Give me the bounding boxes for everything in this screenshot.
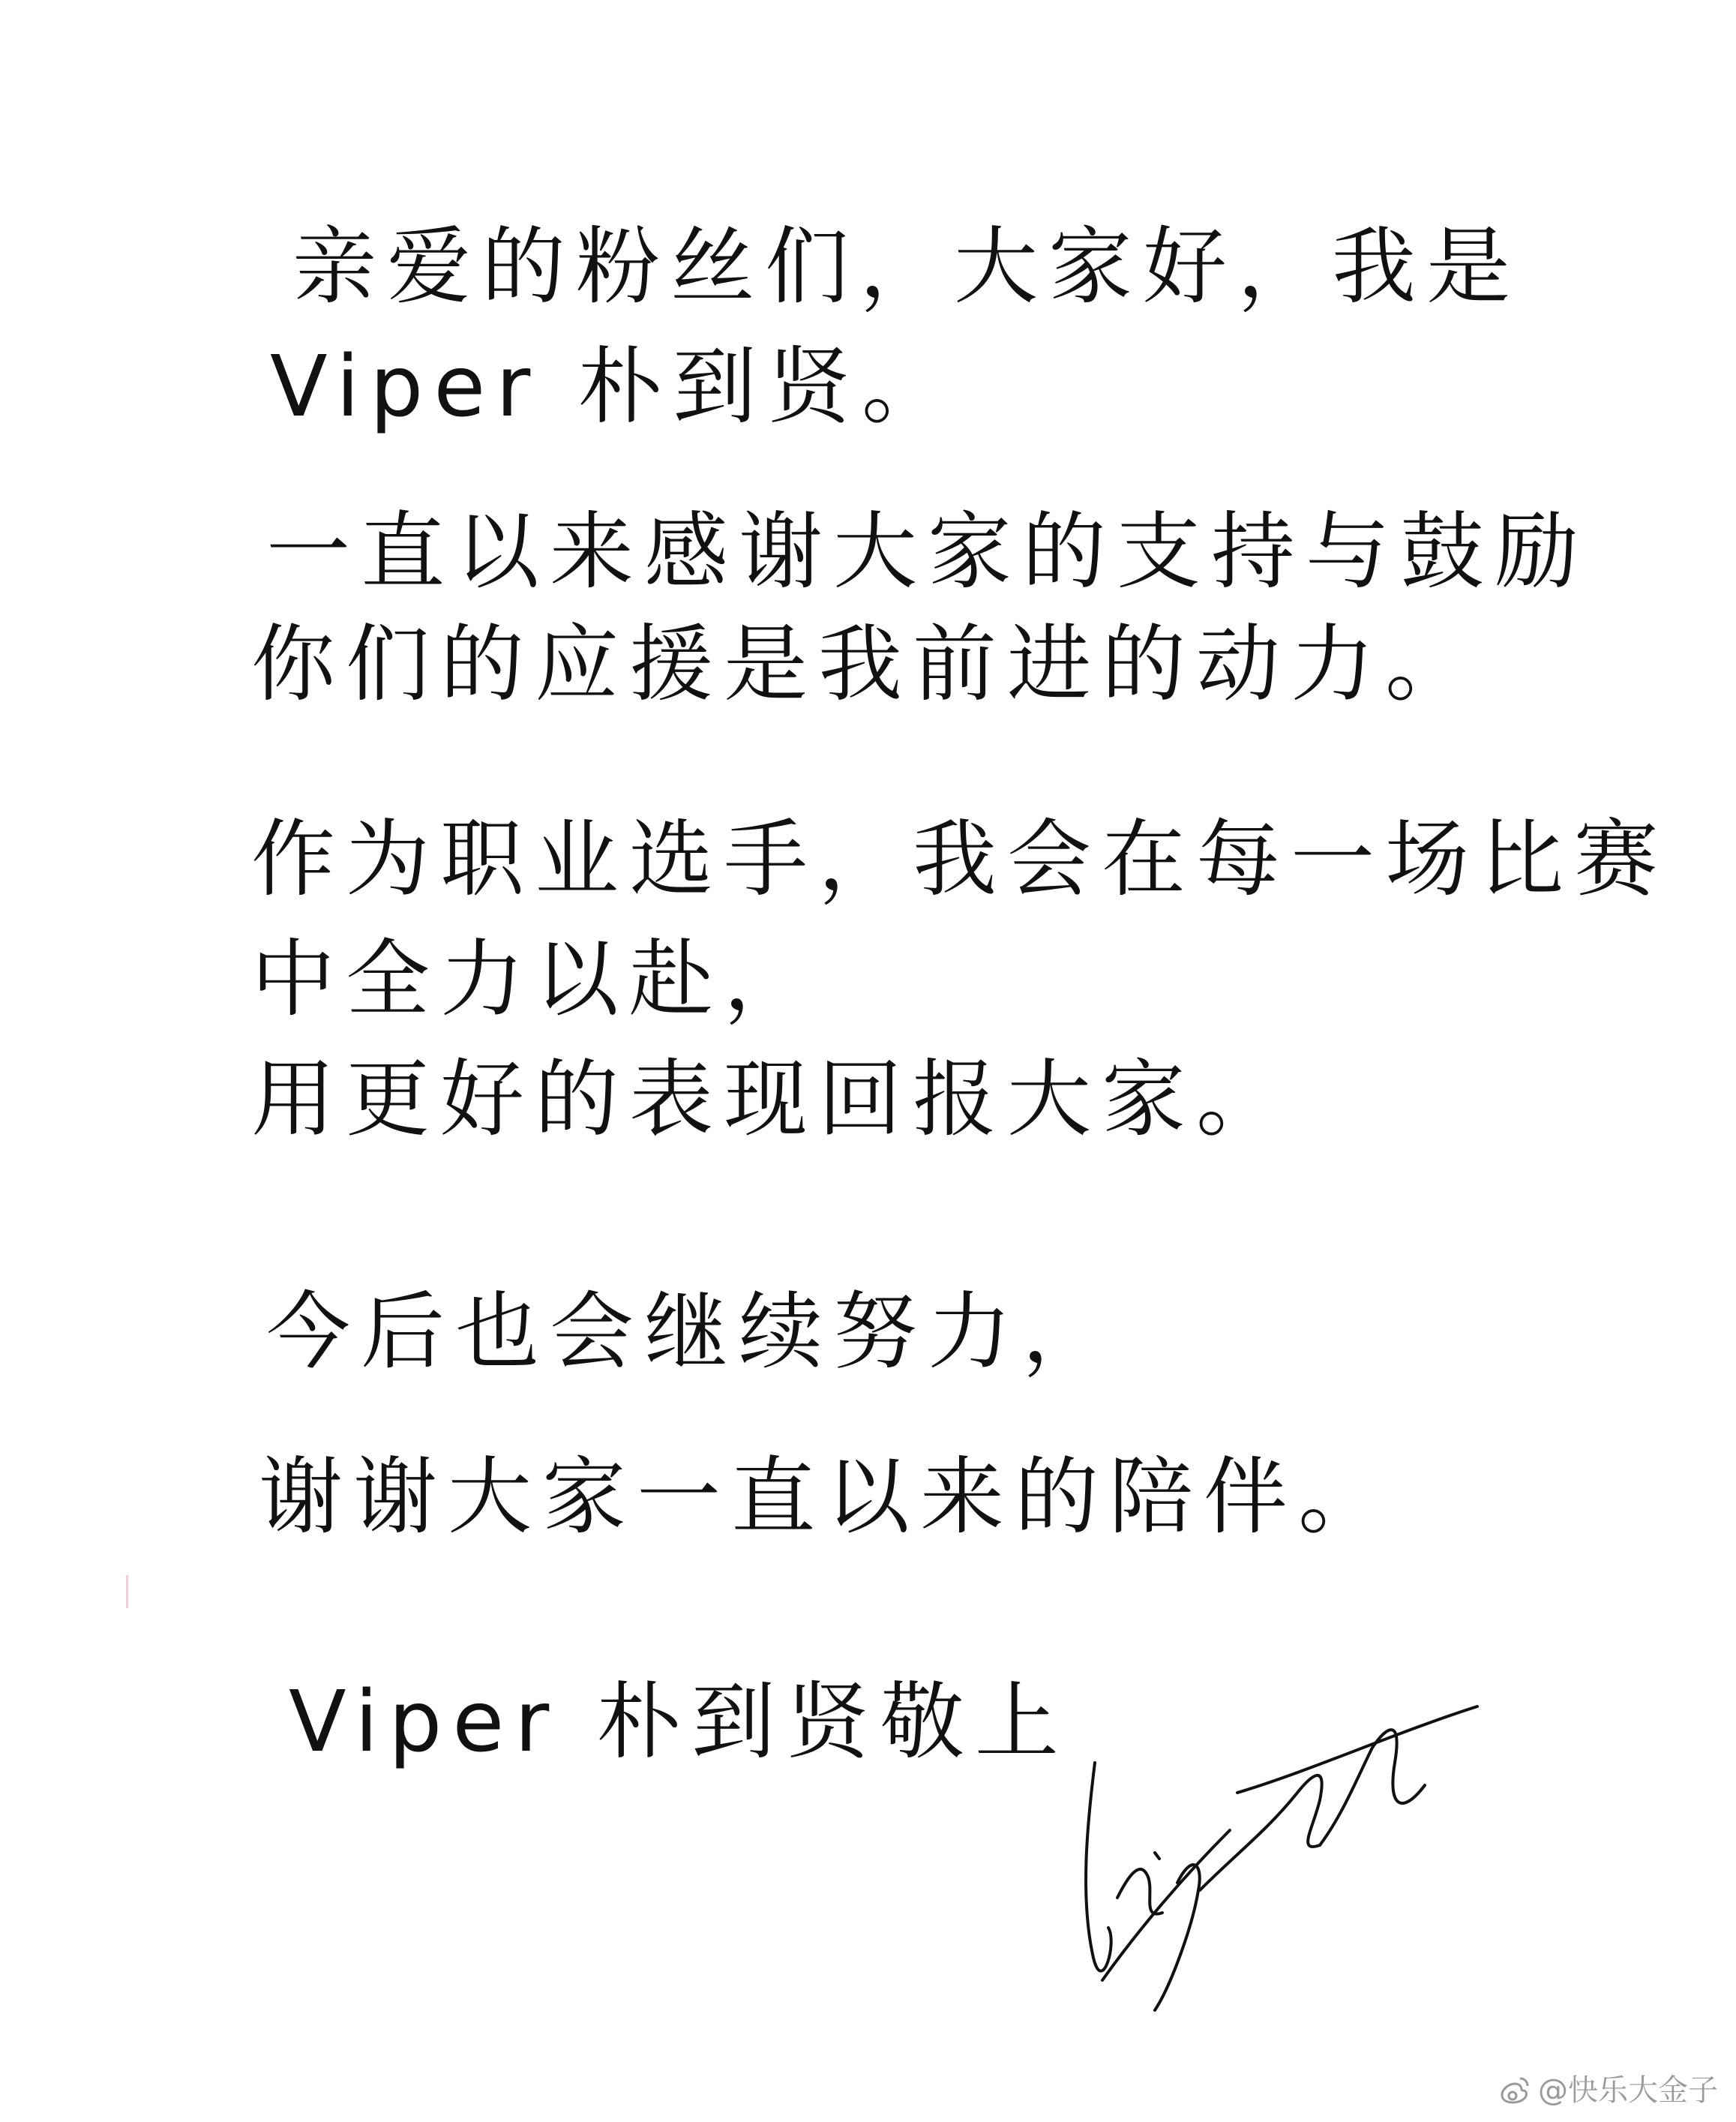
- letter-line-2: Viper 朴到贤。: [270, 338, 956, 436]
- letter-line-1: 亲爱的粉丝们，大家好，我是: [292, 218, 1521, 316]
- letter-line-4: 你们的应援是我前进的动力。: [251, 616, 1480, 713]
- letter-line-7: 用更好的表现回报大家。: [251, 1051, 1291, 1148]
- letter-line-5: 作为职业选手，我会在每一场比赛: [251, 811, 1669, 908]
- handwritten-signature: [1072, 1703, 1492, 2018]
- watermark-text: @快乐大金子: [1538, 2073, 1718, 2108]
- paper-mark: [126, 1575, 128, 1608]
- letter-line-9: 谢谢大家一直以来的陪伴。: [259, 1448, 1393, 1546]
- letter-signoff: Viper 朴到贤敬上: [289, 1673, 1069, 1771]
- letter-line-8: 今后也会继续努力，: [266, 1283, 1117, 1381]
- weibo-icon: [1498, 2074, 1531, 2107]
- letter-line-6: 中全力以赴，: [251, 931, 818, 1028]
- letter-line-3: 一直以来感谢大家的支持与鼓励: [266, 503, 1589, 601]
- weibo-watermark: [1498, 2074, 1718, 2107]
